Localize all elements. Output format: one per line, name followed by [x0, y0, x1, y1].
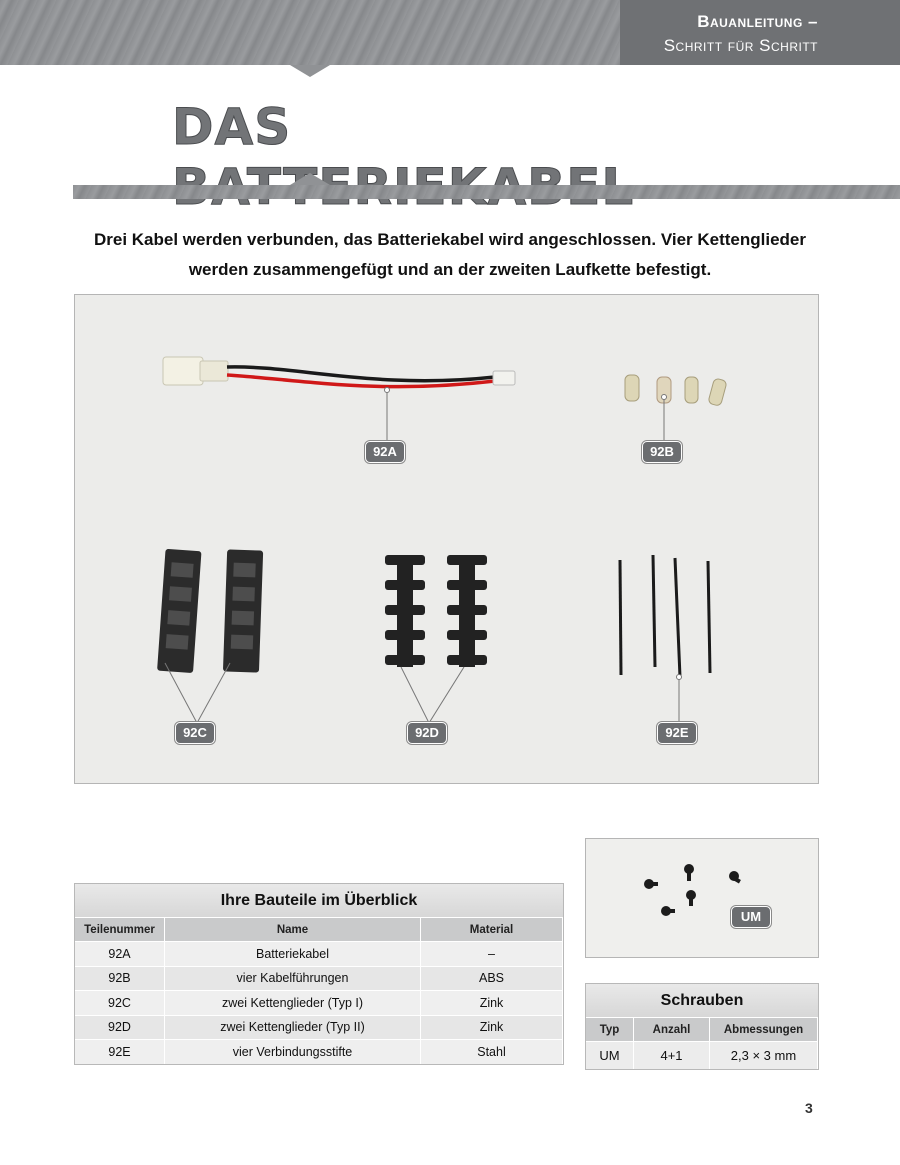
- col-header-quantity: Anzahl: [634, 1017, 710, 1041]
- table-row: [75, 941, 563, 966]
- track-links-type1-image: [157, 549, 263, 723]
- part-name-cell: Batteriekabel: [165, 941, 421, 966]
- part-number-cell: 92D: [75, 1015, 165, 1040]
- title-rule-notch: [290, 173, 330, 185]
- intro-text: Drei Kabel werden verbunden, das Batteriekabel wird angeschlossen. Vier Kettenglieder werden zusammengefügt und an der zweiten Laufkette befestigt.: [93, 230, 807, 279]
- parts-table-caption: Ihre Bauteile im Überblick: [75, 884, 563, 917]
- part-number-cell: 92A: [75, 941, 165, 966]
- screw-dimensions-cell: 2,3 × 3 mm: [710, 1041, 818, 1069]
- col-header-dimensions: Abmessungen: [710, 1017, 818, 1041]
- part-name-cell: vier Kabelführungen: [165, 966, 421, 991]
- part-label-92d: 92D: [407, 722, 447, 744]
- part-material-cell: –: [421, 941, 563, 966]
- part-name-cell: zwei Kettenglieder (Typ II): [165, 1015, 421, 1040]
- series-title: [620, 0, 900, 65]
- part-material-cell: Stahl: [421, 1039, 563, 1064]
- col-header-name: Name: [165, 917, 421, 941]
- table-row: [586, 1041, 818, 1069]
- part-material-cell: ABS: [421, 966, 563, 991]
- col-header-part-number: Teilenummer: [75, 917, 165, 941]
- parts-photo: [74, 294, 819, 784]
- part-number-cell: 92C: [75, 990, 165, 1015]
- screw-type-cell: UM: [586, 1041, 634, 1069]
- screws-table-caption: Schrauben: [586, 984, 818, 1017]
- col-header-material: Material: [421, 917, 563, 941]
- table-row: [75, 1039, 563, 1064]
- track-links-type2-image: [385, 555, 487, 723]
- screw-label-um: UM: [731, 906, 771, 928]
- screws-illustration: [586, 839, 820, 959]
- page-title: DAS: [172, 98, 292, 156]
- table-row: [75, 966, 563, 991]
- part-label-92e: 92E: [657, 722, 697, 744]
- part-label-92b: 92B: [642, 441, 682, 463]
- page-number: 3: [805, 1100, 813, 1116]
- series-title-line1: Bauanleitung –: [697, 12, 818, 31]
- screws-photo: [585, 838, 819, 958]
- connecting-pins-image: [620, 555, 710, 723]
- table-row: [75, 990, 563, 1015]
- screw-quantity-cell: 4+1: [634, 1041, 710, 1069]
- part-number-cell: 92E: [75, 1039, 165, 1064]
- cable-guides-image: [625, 375, 727, 440]
- part-name-cell: zwei Kettenglieder (Typ I): [165, 990, 421, 1015]
- part-label-92c: 92C: [175, 722, 215, 744]
- series-title-line2: Schritt für Schritt: [663, 36, 818, 55]
- col-header-type: Typ: [586, 1017, 634, 1041]
- part-label-92a: 92A: [365, 441, 405, 463]
- part-number-cell: 92B: [75, 966, 165, 991]
- parts-illustration: [75, 295, 820, 785]
- screws-table: [585, 983, 819, 1070]
- part-material-cell: Zink: [421, 990, 563, 1015]
- battery-cable-image: [163, 357, 515, 440]
- parts-overview-table: [74, 883, 564, 1065]
- part-name-cell: vier Verbindungsstifte: [165, 1039, 421, 1064]
- table-row: [75, 1015, 563, 1040]
- part-material-cell: Zink: [421, 1015, 563, 1040]
- title-rule: [73, 185, 900, 199]
